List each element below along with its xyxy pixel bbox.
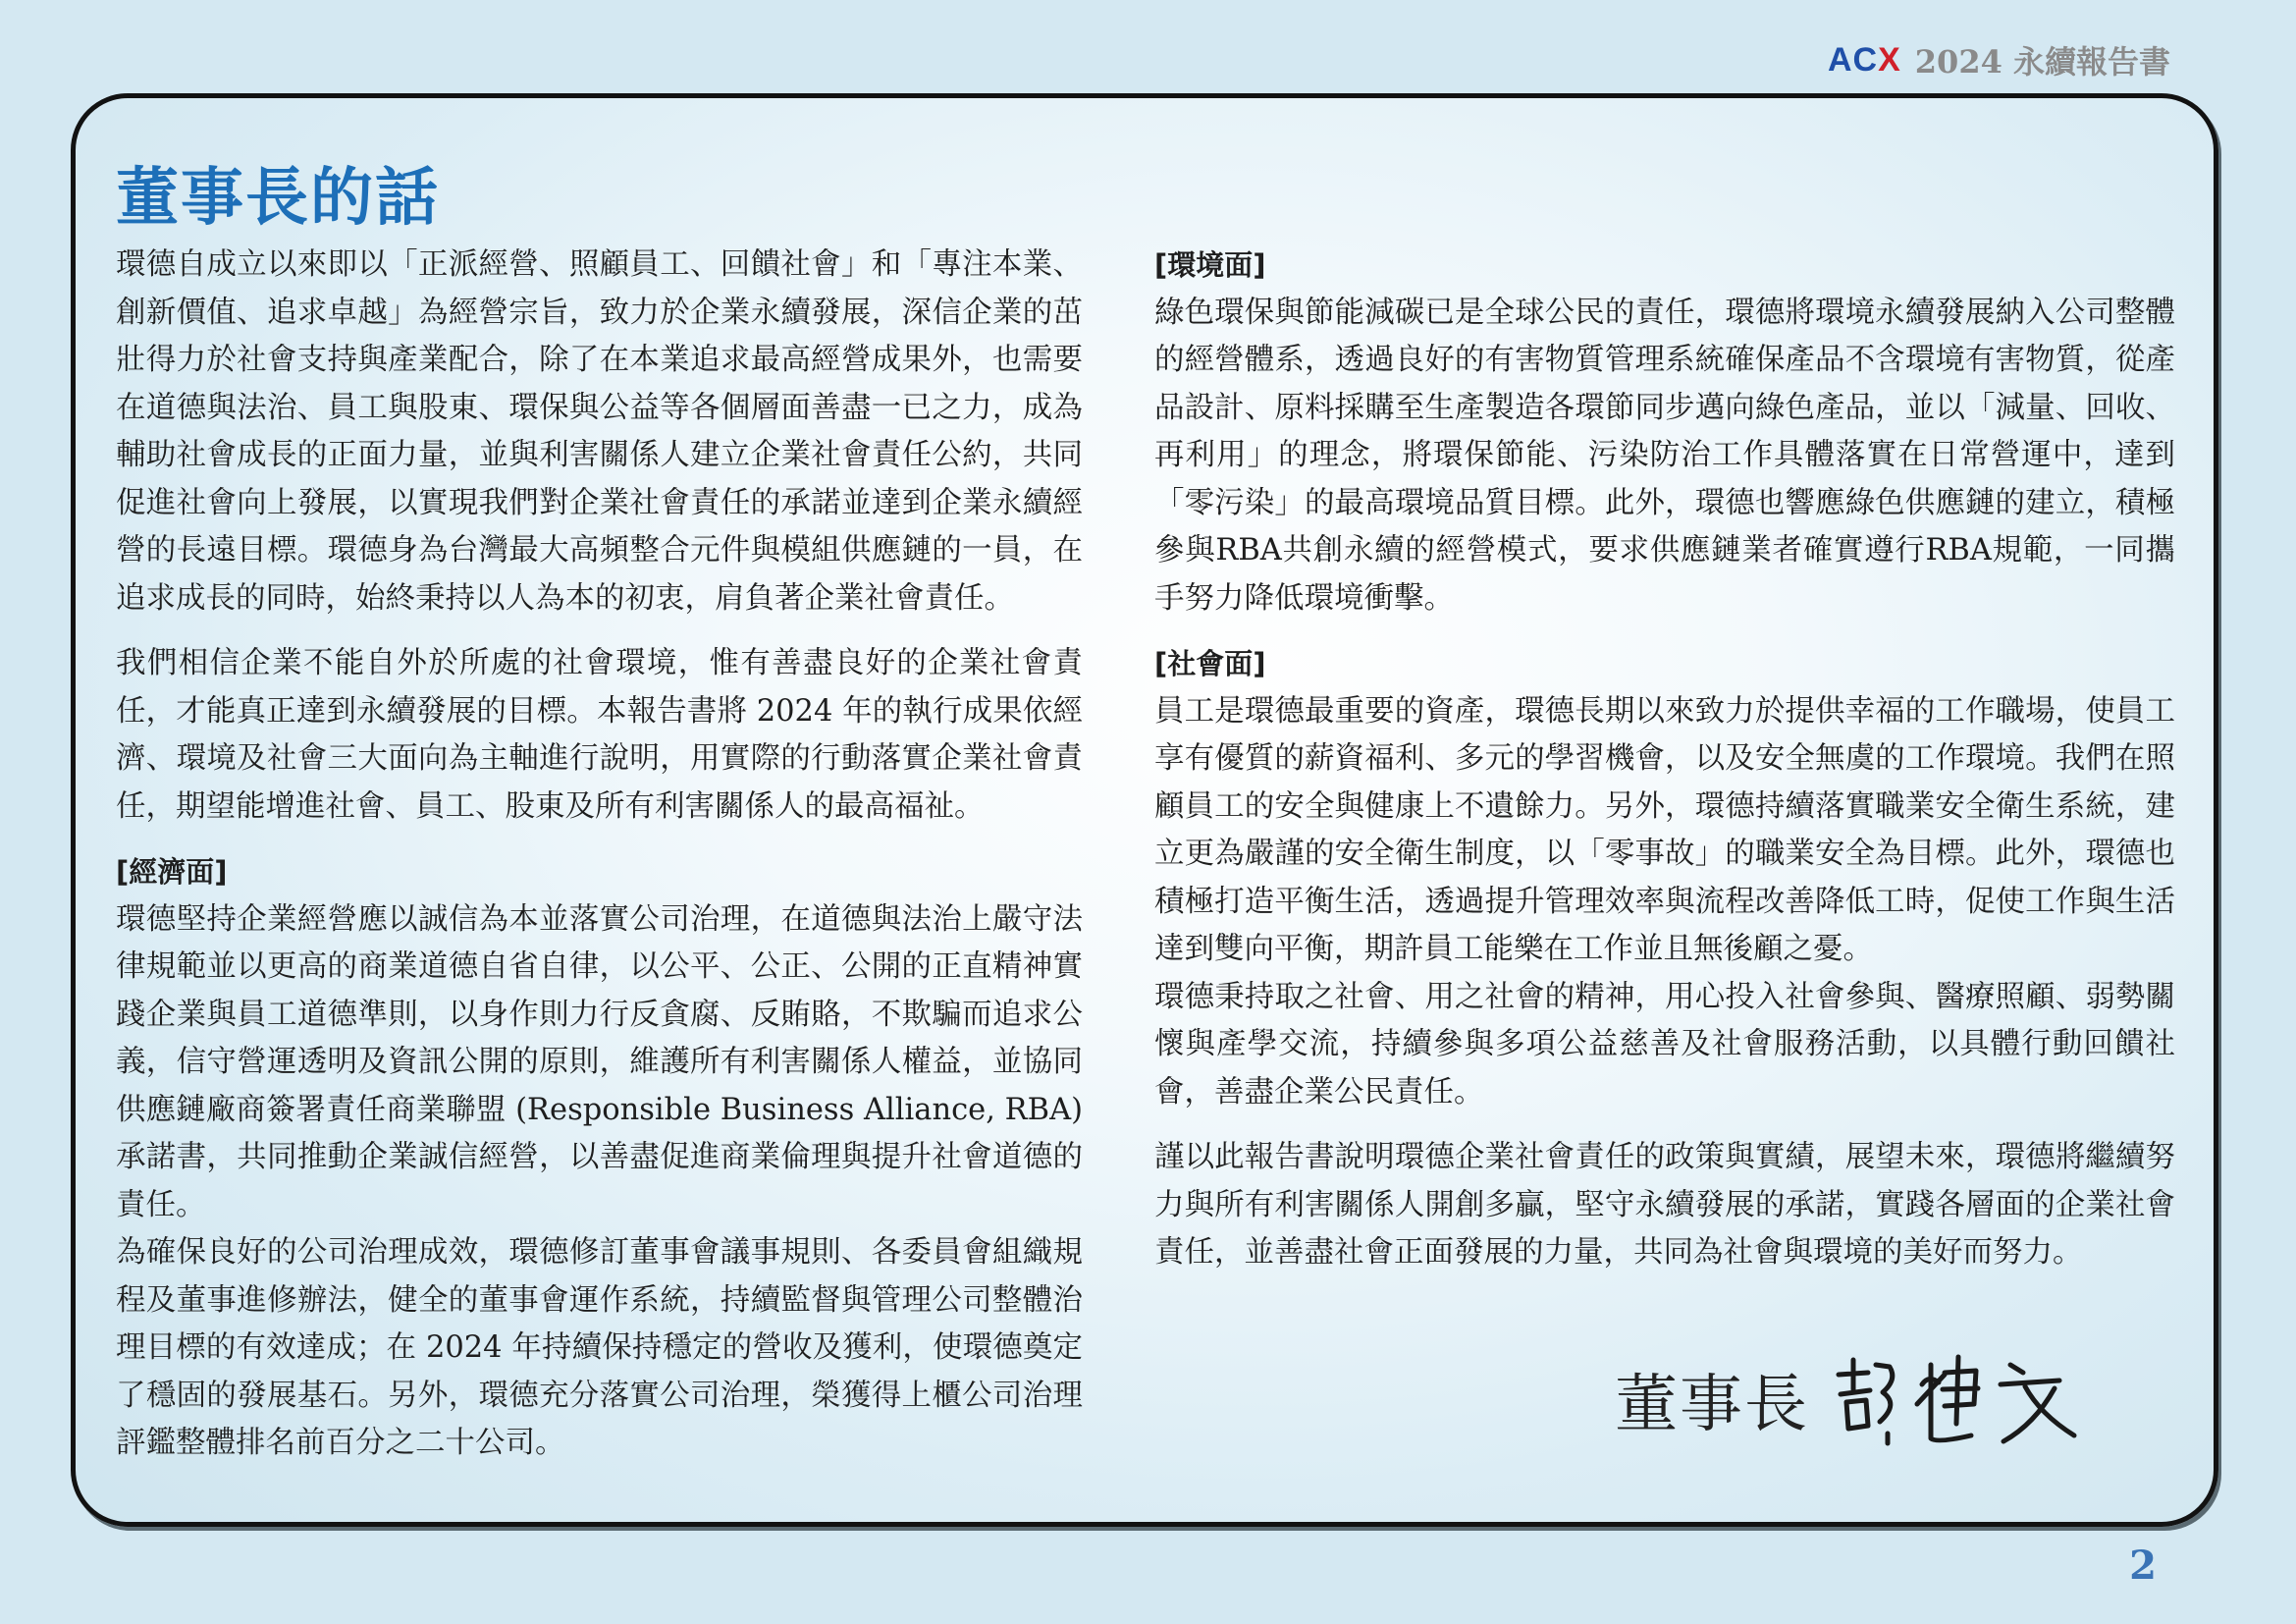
intro-paragraph: 環德自成立以來即以「正派經營、照顧員工、回饋社會」和「專注本業、創新價值、追求卓越」為經營宗旨，致力於企業永續發展，深信企業的茁壯得力於社會支持與產業配合，除了在本業追求最高經營成果外，也需要在道德與法治、員工與股東、環保與公益等各個層面善盡一已之力，成為輔助社會成長的正面力量，並與利害關係人建立企業社會責任公約，共同促進社會向上發展，以實現我們對企業社會責任的承諾並達到企業永續經營的長遠目標。環德身為台灣最大高頻整合元件與模組供應鏈的一員，在追求成長的同時，始終秉持以人為本的初衷，肩負著企業社會責任。	[116, 247, 1083, 616]
signature-label: 董事長	[1615, 1369, 1809, 1441]
community-paragraph: 環德秉持取之社會、用之社會的精神，用心投入社會參與、醫療照顧、弱勢關懷與產學交流，持續參與多項公益慈善及社會服務活動，以具體行動回饋社會，善盡企業公民責任。	[1154, 979, 2175, 1110]
environment-paragraph: 綠色環保與節能減碳已是全球公民的責任，環德將環境永續發展納入公司整體的經營體系，透過良好的有害物質管理系統確保產品不含環境有害物質，從產品設計、原料採購至生產製造各環節同步邁向綠色產品，並以「減量、回收、再利用」的理念，將環保節能、污染防治工作具體落實在日常營運中，達到「零污染」的最高環境品質目標。此外，環德也響應綠色供應鏈的建立，積極參與RBA共創永續的經營模式，要求供應鏈業者確實遵行RBA規範，一同攜手努力降低環境衝擊。	[1154, 295, 2175, 616]
employee-paragraph: 員工是環德最重要的資產，環德長期以來致力於提供幸福的工作職場，使員工享有優質的薪資福利、多元的學習機會，以及安全無虞的工作環境。我們在照顧員工的安全與健康上不遺餘力。另外，環德持續落實職業安全衛生系統，建立更為嚴謹的安全衛生制度，以「零事故」的職業安全為目標。此外，環德也積極打造平衡生活，透過提升管理效率與流程改善降低工時，促使工作與生活達到雙向平衡，期許員工能樂在工作並且無後顧之憂。	[1154, 693, 2175, 966]
closing-paragraph: 謹以此報告書說明環德企業社會責任的政策與實績，展望未來，環德將繼續努力與所有利害關係人開創多贏，堅守永續發展的承諾，實踐各層面的企業社會責任，並善盡社會正面發展的力量，共同為社會與環境的美好而努力。	[1154, 1140, 2175, 1270]
right-column	[1154, 242, 2175, 1277]
environment-heading: [環境面]	[1154, 248, 1266, 282]
chairman-signature	[1615, 1345, 2084, 1453]
handwritten-signature	[1829, 1345, 2084, 1453]
company-logo: ACX	[1827, 40, 1901, 79]
report-title: 2024 永續報告書	[1914, 43, 2170, 81]
page-number: 2	[2129, 1543, 2157, 1589]
governance-paragraph: 為確保良好的公司治理成效，環德修訂董事會議事規則、各委員會組織規程及董事進修辦法，健全的董事會運作系統，持續監督與管理公司整體治理目標的有效達成；在 2024 年持續保持穩定的營收及獲利，使環德奠定了穩固的發展基石。另外，環德充分落實公司治理，榮獲得上櫃公司治理評鑑整體排名前百分之二十公司。	[116, 1235, 1083, 1460]
page-title: 董事長的話	[116, 161, 440, 235]
report-header	[1828, 37, 2170, 82]
economy-paragraph: 環德堅持企業經營應以誠信為本並落實公司治理，在道德與法治上嚴守法律規範並以更高的商業道德自省自律，以公平、公正、公開的正直精神實踐企業與員工道德準則，以身作則力行反貪腐、反賄賂，不欺騙而追求公義，信守營運透明及資訊公開的原則，維護所有利害關係人權益，並協同供應鏈廠商簽署責任商業聯盟 (Responsible Business Alliance, RBA)承諾書，共同推動企業誠信經營，以善盡促進商業倫理與提升社會道德的責任。	[116, 901, 1083, 1222]
belief-paragraph: 我們相信企業不能自外於所處的社會環境，惟有善盡良好的企業社會責任，才能真正達到永續發展的目標。本報告書將 2024 年的執行成果依經濟、環境及社會三大面向為主軸進行說明，用實際的行動落實企業社會責任，期望能增進社會、員工、股東及所有利害關係人的最高福祉。	[116, 646, 1083, 824]
economy-heading: [經濟面]	[116, 855, 228, 889]
left-column	[116, 242, 1083, 1468]
society-heading: [社會面]	[1154, 647, 1266, 680]
